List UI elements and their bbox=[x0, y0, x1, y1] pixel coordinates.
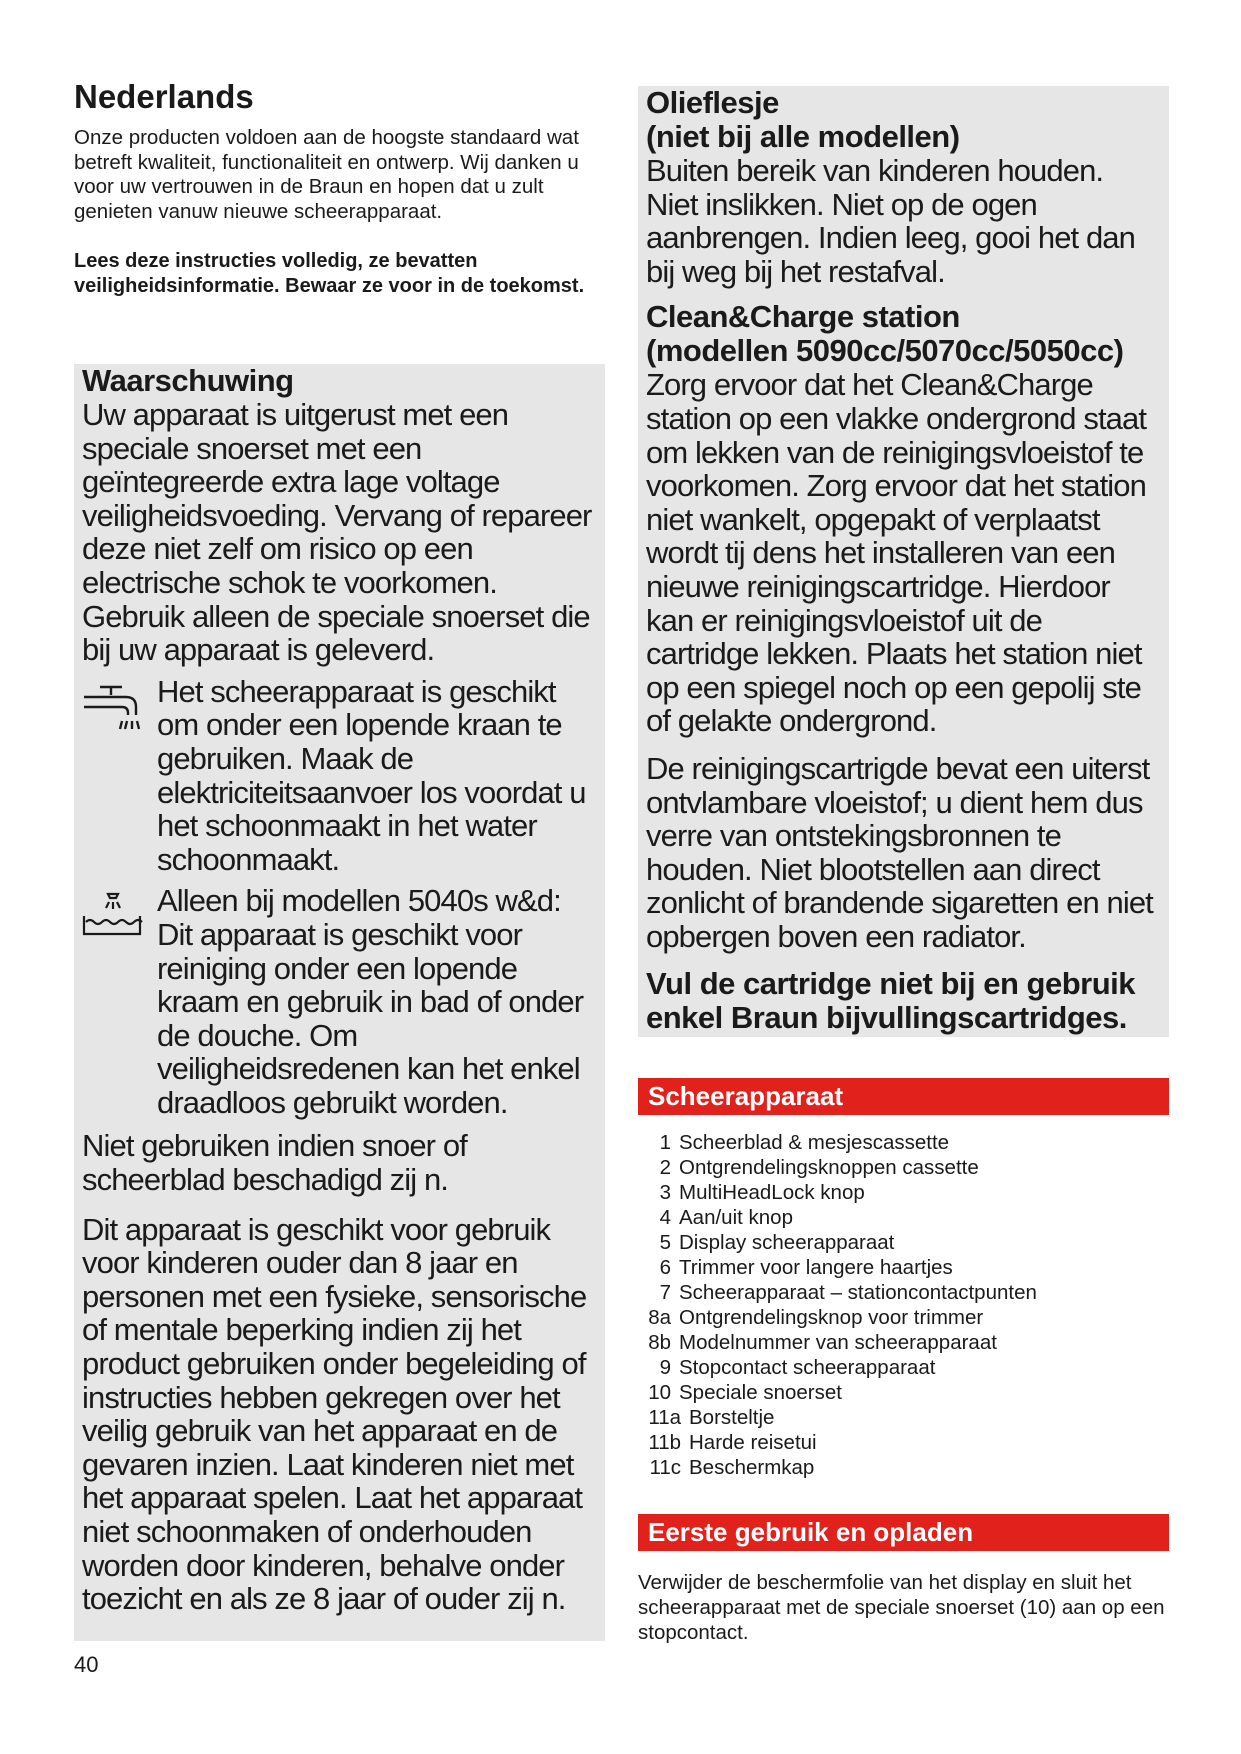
list-item bbox=[640, 1180, 1160, 1205]
station-title-line1: Clean&Charge station bbox=[646, 299, 960, 335]
list-item bbox=[640, 1355, 1160, 1380]
part-number: 8a bbox=[648, 1306, 671, 1329]
part-number: 5 bbox=[659, 1231, 671, 1254]
part-label: MultiHeadLock knop bbox=[679, 1181, 865, 1204]
cord-warning-paragraph: Niet gebruiken indien snoer of scheerblad beschadigd zij n. bbox=[82, 1128, 467, 1198]
part-number: 2 bbox=[659, 1156, 671, 1179]
tap-notice bbox=[82, 675, 597, 877]
list-item bbox=[640, 1280, 1160, 1305]
station-title-line2: (modellen 5090cc/5070cc/5050cc) bbox=[646, 333, 1124, 369]
part-label: Trimmer voor langere haartjes bbox=[679, 1256, 953, 1279]
station-paragraph-2: De reinigingscartrigde bevat een uiterst ontvlambare vloeistof; u dient hem dus verre van ontstekingsbronnen te houden. Niet blootstellen aan direct zonlicht of brandende sigaretten en niet opbergen boven een radiator. bbox=[646, 750, 1153, 954]
part-number: 11a bbox=[648, 1406, 681, 1429]
bath-notice bbox=[82, 884, 597, 1119]
part-number: 7 bbox=[659, 1281, 671, 1304]
list-item bbox=[640, 1430, 1160, 1455]
part-number: 1 bbox=[659, 1131, 671, 1154]
part-label: Modelnummer van scheerapparaat bbox=[679, 1331, 997, 1354]
intro-paragraph: Onze producten voldoen aan de hoogste standaard wat betreft kwaliteit, functionaliteit en ontwerp. Wij danken u voor uw vertrouwen in de Braun en hopen dat u zult genieten vanuw nieuwe scheerapparaat. bbox=[74, 126, 579, 223]
parts-list bbox=[640, 1130, 1160, 1480]
warning-paragraph: Uw apparaat is uitgerust met een speciale snoerset met een geïntegreerde extra lage voltage veiligheidsvoeding. Vervang of repareer deze niet zelf om risico op een electrische schok te voorkomen. Gebruik alleen de speciale snoerset die bij uw apparaat is geleverd. bbox=[82, 397, 592, 668]
list-item bbox=[640, 1230, 1160, 1255]
list-item bbox=[640, 1305, 1160, 1330]
station-refill-warning: Vul de cartridge niet bij en gebruik enkel Braun bijvullingscartridges. bbox=[646, 966, 1136, 1036]
part-number: 11c bbox=[649, 1456, 681, 1479]
warning-box bbox=[74, 364, 605, 1641]
list-item bbox=[640, 1155, 1160, 1180]
part-number: 11b bbox=[648, 1431, 681, 1454]
bath-shower-icon bbox=[82, 890, 144, 946]
part-label: Scheerapparaat – stationcontactpunten bbox=[679, 1281, 1037, 1304]
warning-title: Waarschuwing bbox=[82, 363, 294, 398]
part-number: 8b bbox=[648, 1331, 671, 1354]
intro-bold-paragraph: Lees deze instructies volledig, ze bevatten veiligheidsinformatie. Bewaar ze voor in de toekomst. bbox=[74, 250, 585, 297]
water-tap-icon bbox=[82, 681, 142, 741]
station-paragraph-1: Zorg ervoor dat het Clean&Charge station op een vlakke ondergrond staat om lekken van de reinigingsvloeistof te voorkomen. Zorg ervoor dat het station niet wankelt, opgepakt of verplaatst wordt tij dens het installeren van een nieuwe reinigingscartridge. Hierdoor kan er reinigingsvloeistof uit de cartridge lekken. Plaats het station niet op een spiegel noch op een gepolij ste of gelakte ondergrond. bbox=[646, 367, 1147, 739]
list-item bbox=[640, 1330, 1160, 1355]
part-number: 9 bbox=[659, 1356, 671, 1379]
language-title: Nederlands bbox=[74, 78, 254, 115]
part-label: Scheerblad & mesjescassette bbox=[679, 1131, 950, 1154]
first-use-header: Eerste gebruik en opladen bbox=[638, 1514, 1169, 1551]
list-item bbox=[640, 1255, 1160, 1280]
part-number: 4 bbox=[659, 1206, 671, 1229]
bath-notice-text: Alleen bij modellen 5040s w&d: Dit apparaat is geschikt voor reiniging onder een lopende kraam en gebruik in bad of onder de douche. Om veiligheidsredenen kan het enkel draadloos gebruikt worden. bbox=[157, 883, 584, 1120]
part-label: Display scheerapparaat bbox=[679, 1231, 895, 1254]
shaver-section-header: Scheerapparaat bbox=[638, 1078, 1169, 1115]
list-item bbox=[640, 1205, 1160, 1230]
part-label: Ontgrendelingsknoppen cassette bbox=[679, 1156, 979, 1179]
first-use-paragraph: Verwijder de beschermfolie van het display en sluit het scheerapparaat met de speciale snoerset (10) aan op een stopcontact. bbox=[638, 1571, 1165, 1644]
list-item bbox=[640, 1405, 1160, 1430]
part-label: Borsteltje bbox=[689, 1406, 775, 1429]
list-item bbox=[640, 1380, 1160, 1405]
oil-station-box bbox=[638, 86, 1169, 1037]
part-label: Beschermkap bbox=[689, 1456, 815, 1479]
part-number: 3 bbox=[659, 1181, 671, 1204]
part-label: Aan/uit knop bbox=[679, 1206, 793, 1229]
part-number: 6 bbox=[659, 1256, 671, 1279]
children-warning-paragraph: Dit apparaat is geschikt voor gebruik voor kinderen ouder dan 8 jaar en personen met een fysieke, sensorische of mentale beperking indien zij het product gebruiken onder begeleiding of instructies hebben gekregen over het veilig gebruik van het apparaat en de gevaren inzien. Laat kinderen niet met het apparaat spelen. Laat het apparaat niet schoonmaken of onderhouden worden door kinderen, behalve onder toezicht en als ze 8 jaar of ouder zij n. bbox=[82, 1211, 587, 1617]
tap-notice-text: Het scheerapparaat is geschikt om onder een lopende kraan te gebruiken. Maak de elektriciteitsaanvoer los voordat u het schoonmaakt in het water schoonmaakt. bbox=[157, 673, 586, 877]
intro-section bbox=[74, 78, 604, 299]
part-label: Ontgrendelingsknop voor trimmer bbox=[679, 1306, 984, 1329]
part-number: 10 bbox=[648, 1381, 671, 1404]
oil-title-line2: (niet bij alle modellen) bbox=[646, 119, 960, 154]
oil-title-line1: Olieflesje bbox=[646, 85, 779, 120]
part-label: Harde reisetui bbox=[689, 1431, 817, 1454]
page-number: 40 bbox=[74, 1652, 99, 1677]
oil-paragraph: Buiten bereik van kinderen houden. Niet inslikken. Niet op de ogen aanbrengen. Indien leeg, gooi het dan bij weg bij het restafval. bbox=[646, 153, 1135, 289]
list-item bbox=[640, 1455, 1160, 1480]
list-item bbox=[640, 1130, 1160, 1155]
part-label: Stopcontact scheerapparaat bbox=[679, 1356, 936, 1379]
part-label: Speciale snoerset bbox=[679, 1381, 842, 1404]
